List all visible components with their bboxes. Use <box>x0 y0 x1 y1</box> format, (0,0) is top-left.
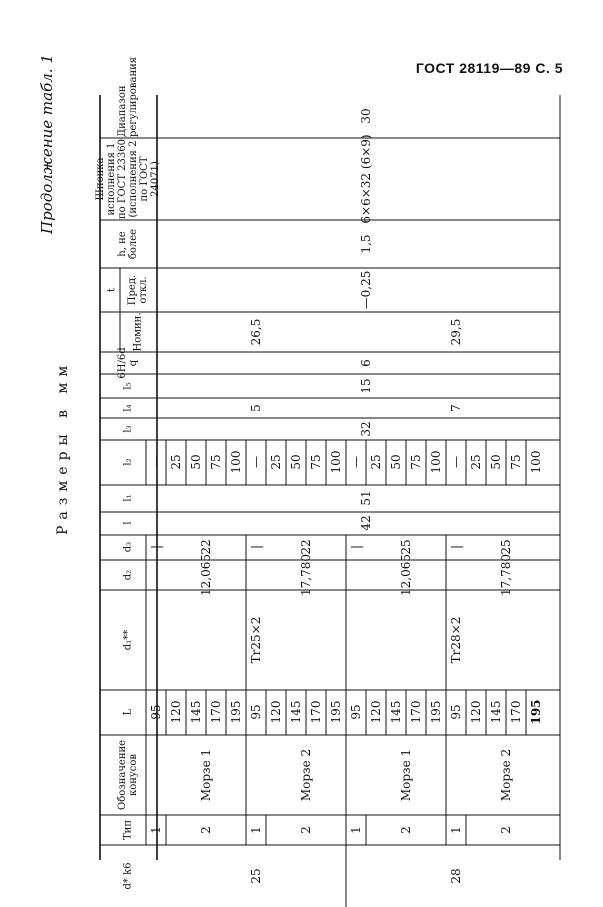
cell-t-nom: 29,5 <box>449 318 463 346</box>
col-header-l2: l₂ <box>122 458 134 466</box>
cell-type: 2 <box>399 826 413 834</box>
col-header-l3: l₃ <box>122 425 134 433</box>
cell-designation: Морзе 1 <box>199 748 213 802</box>
cell-type: 1 <box>249 826 263 834</box>
col-header-t-dev: Пред. откл. <box>127 274 149 306</box>
cell-l4: 5 <box>249 404 263 412</box>
cell-l2: 100 <box>229 450 243 474</box>
cell-L: 145 <box>389 700 403 724</box>
cell-designation: Морзе 2 <box>299 748 313 802</box>
cell-l2: 75 <box>309 454 323 470</box>
cell-L: 95 <box>349 704 363 720</box>
cell-L: 145 <box>189 700 203 724</box>
cell-L: 120 <box>469 700 483 724</box>
cell-l2: 25 <box>169 454 183 470</box>
units-caption: Размеры в мм <box>55 359 71 535</box>
cell-l2: 75 <box>509 454 523 470</box>
cell-l2: 25 <box>269 454 283 470</box>
cell-l2: 50 <box>189 454 203 470</box>
cell-range: 30 <box>359 108 373 124</box>
col-header-thread: 6H/6d q <box>117 347 139 379</box>
cell-l2: 100 <box>429 450 443 474</box>
cell-t-nom: 26,5 <box>249 318 263 346</box>
cell-l2: 50 <box>489 454 503 470</box>
cell-d2: 12,065 <box>399 554 413 596</box>
col-header-d3: d₃ <box>122 541 134 553</box>
cell-L: 95 <box>449 704 463 720</box>
cell-type: 2 <box>299 826 313 834</box>
cell-l3: 32 <box>359 421 373 437</box>
cell-d2: 12,065 <box>199 554 213 596</box>
cell-d: 28 <box>449 868 463 884</box>
cell-d: 25 <box>249 868 263 884</box>
cell-d3-mark: | <box>149 544 163 550</box>
cell-l2: 75 <box>409 454 423 470</box>
cell-L: 95 <box>149 704 163 720</box>
col-header-d2: d₂ <box>122 569 134 581</box>
col-header-l1: l₁ <box>122 494 134 502</box>
cell-L: 120 <box>369 700 383 724</box>
cell-key: 6×6×32 (6×9) <box>359 134 373 224</box>
cell-l2: 50 <box>389 454 403 470</box>
col-header-l: l <box>122 521 134 525</box>
cell-d1: Tr28×2 <box>449 616 463 664</box>
cell-designation: Морзе 1 <box>399 748 413 802</box>
cell-l2: — <box>149 456 163 468</box>
cell-d3-mark: | <box>449 544 463 550</box>
cell-d3: 25 <box>399 539 413 555</box>
cell-d3: 25 <box>499 539 513 555</box>
cell-L: 120 <box>269 700 283 724</box>
cell-l1: 51 <box>359 490 373 506</box>
cell-type: 2 <box>199 826 213 834</box>
col-header-h: h, не более <box>117 228 139 260</box>
cell-l2: — <box>449 456 463 468</box>
cell-L: 170 <box>509 700 523 724</box>
cell-d2: 17,780 <box>499 554 513 596</box>
cell-type: 1 <box>349 826 363 834</box>
cell-l: 42 <box>359 515 373 531</box>
cell-d1: Tr25×2 <box>249 616 263 664</box>
cell-l2: 25 <box>469 454 483 470</box>
cell-L: 145 <box>289 700 303 724</box>
cell-d2: 17,780 <box>299 554 313 596</box>
cell-L: 170 <box>209 700 223 724</box>
cell-l2: — <box>349 456 363 468</box>
table-continuation-caption: Продолжение табл. 1 <box>38 54 56 234</box>
cell-L: 170 <box>409 700 423 724</box>
cell-l2: 100 <box>529 450 543 474</box>
cell-L: 170 <box>309 700 323 724</box>
cell-L: 145 <box>489 700 503 724</box>
cell-l4: 7 <box>449 404 463 412</box>
cell-l2: 75 <box>209 454 223 470</box>
cell-L: 195 <box>429 700 443 724</box>
cell-t-dev: —0,25 <box>359 270 373 310</box>
col-header-t: t <box>106 287 118 293</box>
col-header-designation: Обозначение конусов <box>117 739 139 810</box>
col-header-l5: l₅ <box>122 382 134 390</box>
cell-L: 195 <box>229 700 243 724</box>
col-header-key: Шпонка исполнения 1 по ГОСТ 23360 (исполнения 2 по ГОСТ 24071) <box>95 139 161 219</box>
cell-l2: 25 <box>369 454 383 470</box>
col-header-L: L <box>122 708 134 716</box>
cell-type: 2 <box>499 826 513 834</box>
cell-designation: Морзе 2 <box>499 748 513 802</box>
cell-L: 120 <box>169 700 183 724</box>
cell-L: 195 <box>329 700 343 724</box>
cell-thread: 6 <box>359 359 373 367</box>
cell-type: 1 <box>149 826 163 834</box>
cell-type: 1 <box>449 826 463 834</box>
cell-L: 95 <box>249 704 263 720</box>
cell-h: 1,5 <box>359 234 373 254</box>
cell-l2: 50 <box>289 454 303 470</box>
cell-d3-mark: | <box>349 544 363 550</box>
cell-l2: — <box>249 456 263 468</box>
cell-l5: 15 <box>359 378 373 394</box>
cell-d3: 22 <box>199 539 213 555</box>
col-header-type: Тип <box>122 820 134 840</box>
col-header-l4: l₄ <box>122 404 134 412</box>
col-header-range: Диапазон регулирования <box>117 56 139 137</box>
col-header-t-nom: Номин. <box>132 312 144 352</box>
col-header-d1: d₁** <box>122 629 134 651</box>
col-header-d: d* k6 <box>122 862 134 890</box>
cell-d3: 22 <box>299 539 313 555</box>
page-header: ГОСТ 28119—89 С. 5 <box>415 60 563 76</box>
cell-L: 195 <box>529 699 543 725</box>
cell-d3-mark: | <box>249 544 263 550</box>
cell-l2: 100 <box>329 450 343 474</box>
